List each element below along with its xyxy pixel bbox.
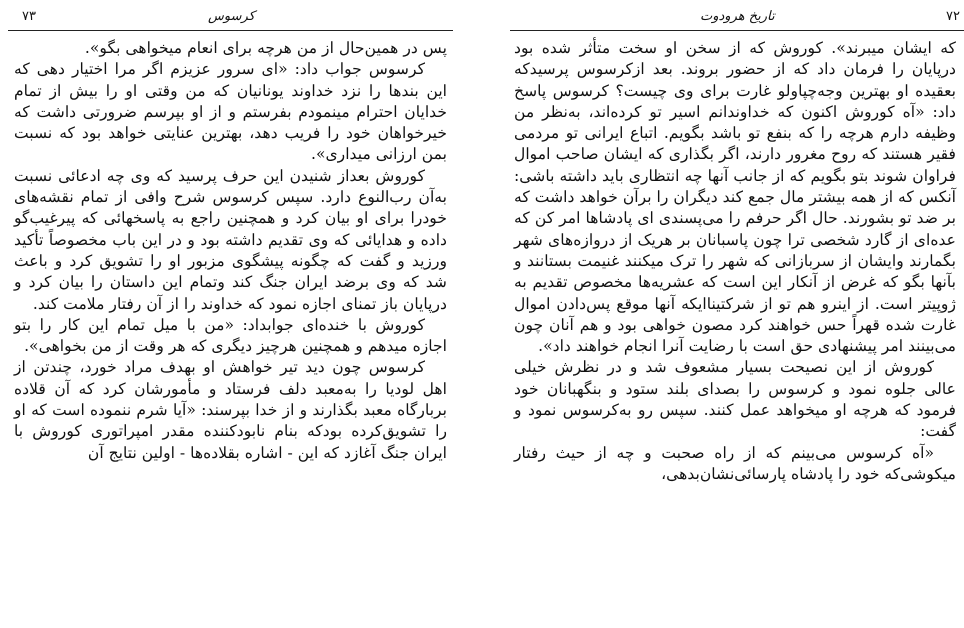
left-paragraph-2: کرسوس جواب داد: «ای سرور عزیزم اگر مرا اختیار دهی که این بندها را نزد خداوند یونانیان که من وقتی او را بیش از تمام خدایان احترام مینمودم بفرستم و از او بپرسم ضرورتی داشت که خیرخواهان خود را فریب دهد، بهترین عنایتی خواهد بود که نسبت بمن ارزانی میداری». bbox=[14, 60, 447, 164]
left-paragraph-4: کوروش با خنده‌ای جوابداد: «من با میل تمام این کار را بتو اجازه میدهم و همچنین هرچیز دیگری که هر وقت از من بخواهی». bbox=[14, 315, 447, 356]
left-paragraph-5: کرسوس چون دید تیر خواهش او بهدف مراد خورد، چندتن از اهل لودیا را به‌معبد دلف فرستاد و مأمورشان کرد که آن قلاده بربارگاه معبد بگذارند و از خدا بپرسند: «آیا شرم ننموده است که او را تشویق‌کرده بودکه بنام نابودکننده مقدر امپراتوری کوروش با ایران جنگ آغازد که این - اشاره بقلاده‌ها - اولین نتایج آن bbox=[14, 358, 447, 462]
right-paragraph-1: که ایشان میبرند». کوروش که از سخن او سخت متأثر شده بود درپایان را فرمان داد که از حضور بروند. بعد ازکرسوس پرسیدکه بعقیده او بهترین وجه‌چپاولو غارت برای وی چیست؟ کرسوس پاسخ داد: «آه کوروش اکنون که خداوندانم اسیر تو کرده‌اند، به‌نظر من وظیفه دارم هرچه را که بنفع تو باشد بگویم. اتباع ایرانی تو مردمی فقیر هستند که روح مغرور دارند، اگر بگذاری که ایشان صاحب اموال فراوان شوند بتو بگویم که از جانب آنها چه انتظاری باید داشته باشی: آنکس که از همه بیشتر مال جمع کند دیگران را برآن خواهد داشت که بر ضد تو بشورند. حال اگر حرفم را می‌پسندی ای پادشاها امر کن که عده‌ای از گارد شخصی ترا چون پاسبانان بر هریک از دروازه‌های شهر بگمارند وایشان از سربازانی که شهر را ترک میکنند غنیمت بستانند و بآنها بگو که غرض از آنکار این است که عشریه‌ها مخصوص تقدیم به ژوپیتر است. از اینرو هم تو از شرکتیناایکه آنها موقع پس‌دادن اموال غارت شده قهراً حس خواهند کرد مصون خواهی بود و هم آنان چون می‌بینند امر پیشنهادی حق است با رضایت آنرا انجام خواهند داد». bbox=[514, 39, 956, 356]
left-paragraph-3: کوروش بعداز شنیدن این حرف پرسید که وی چه ادعائی نسبت به‌آن رب‌النوع دارد. سپس کرسوس شرح وافی از تمام نقشه‌های خودرا برای او بیان کرد و همچنین راجع به پاسخهائی که پیرغیب‌گو داده و هدایائی که وی تقدیم داشته بود و در این باب مخصوصاً تأکید ورزید و گفت که چگونه پیشگوی مزبور او را تشویق کرد و باعث شد که وی برضد ایران جنگ کند وتمام این داستان را بیان کرد و درپایان باز تمنای اجازه نمود که خداوند را از آن رفتار ملامت کند. bbox=[14, 166, 447, 313]
right-running-head: تاریخ هرودوت bbox=[700, 9, 775, 24]
right-page bbox=[510, 0, 964, 628]
left-page-header bbox=[8, 4, 453, 31]
left-paragraph-1: پس در همین‌حال از من هرچه برای انعام میخواهی بگو». bbox=[84, 39, 447, 57]
left-running-head: کرسوس bbox=[208, 9, 255, 24]
right-paragraph-3: «آه کرسوس می‌بینم که از راه صحبت و چه از حیث رفتار میکوشی‌که خود را پادشاه پارسائی‌نشان‌بدهی، bbox=[514, 443, 956, 483]
right-page-body bbox=[514, 38, 956, 485]
right-paragraph-2: کوروش از این نصیحت بسیار مشعوف شد و در نظرش خیلی عالی جلوه نمود و کرسوس را بصدای بلند ستود و بنگهبانان خود فرمود که هرچه او میخواهد عمل کنند. سپس رو به‌کرسوس نمود و گفت: bbox=[514, 358, 956, 441]
left-page bbox=[8, 0, 453, 628]
right-page-header bbox=[510, 4, 964, 31]
right-page-number: ۷۲ bbox=[946, 9, 960, 24]
left-page-number: ۷۳ bbox=[22, 9, 36, 24]
left-page-body bbox=[14, 38, 447, 464]
